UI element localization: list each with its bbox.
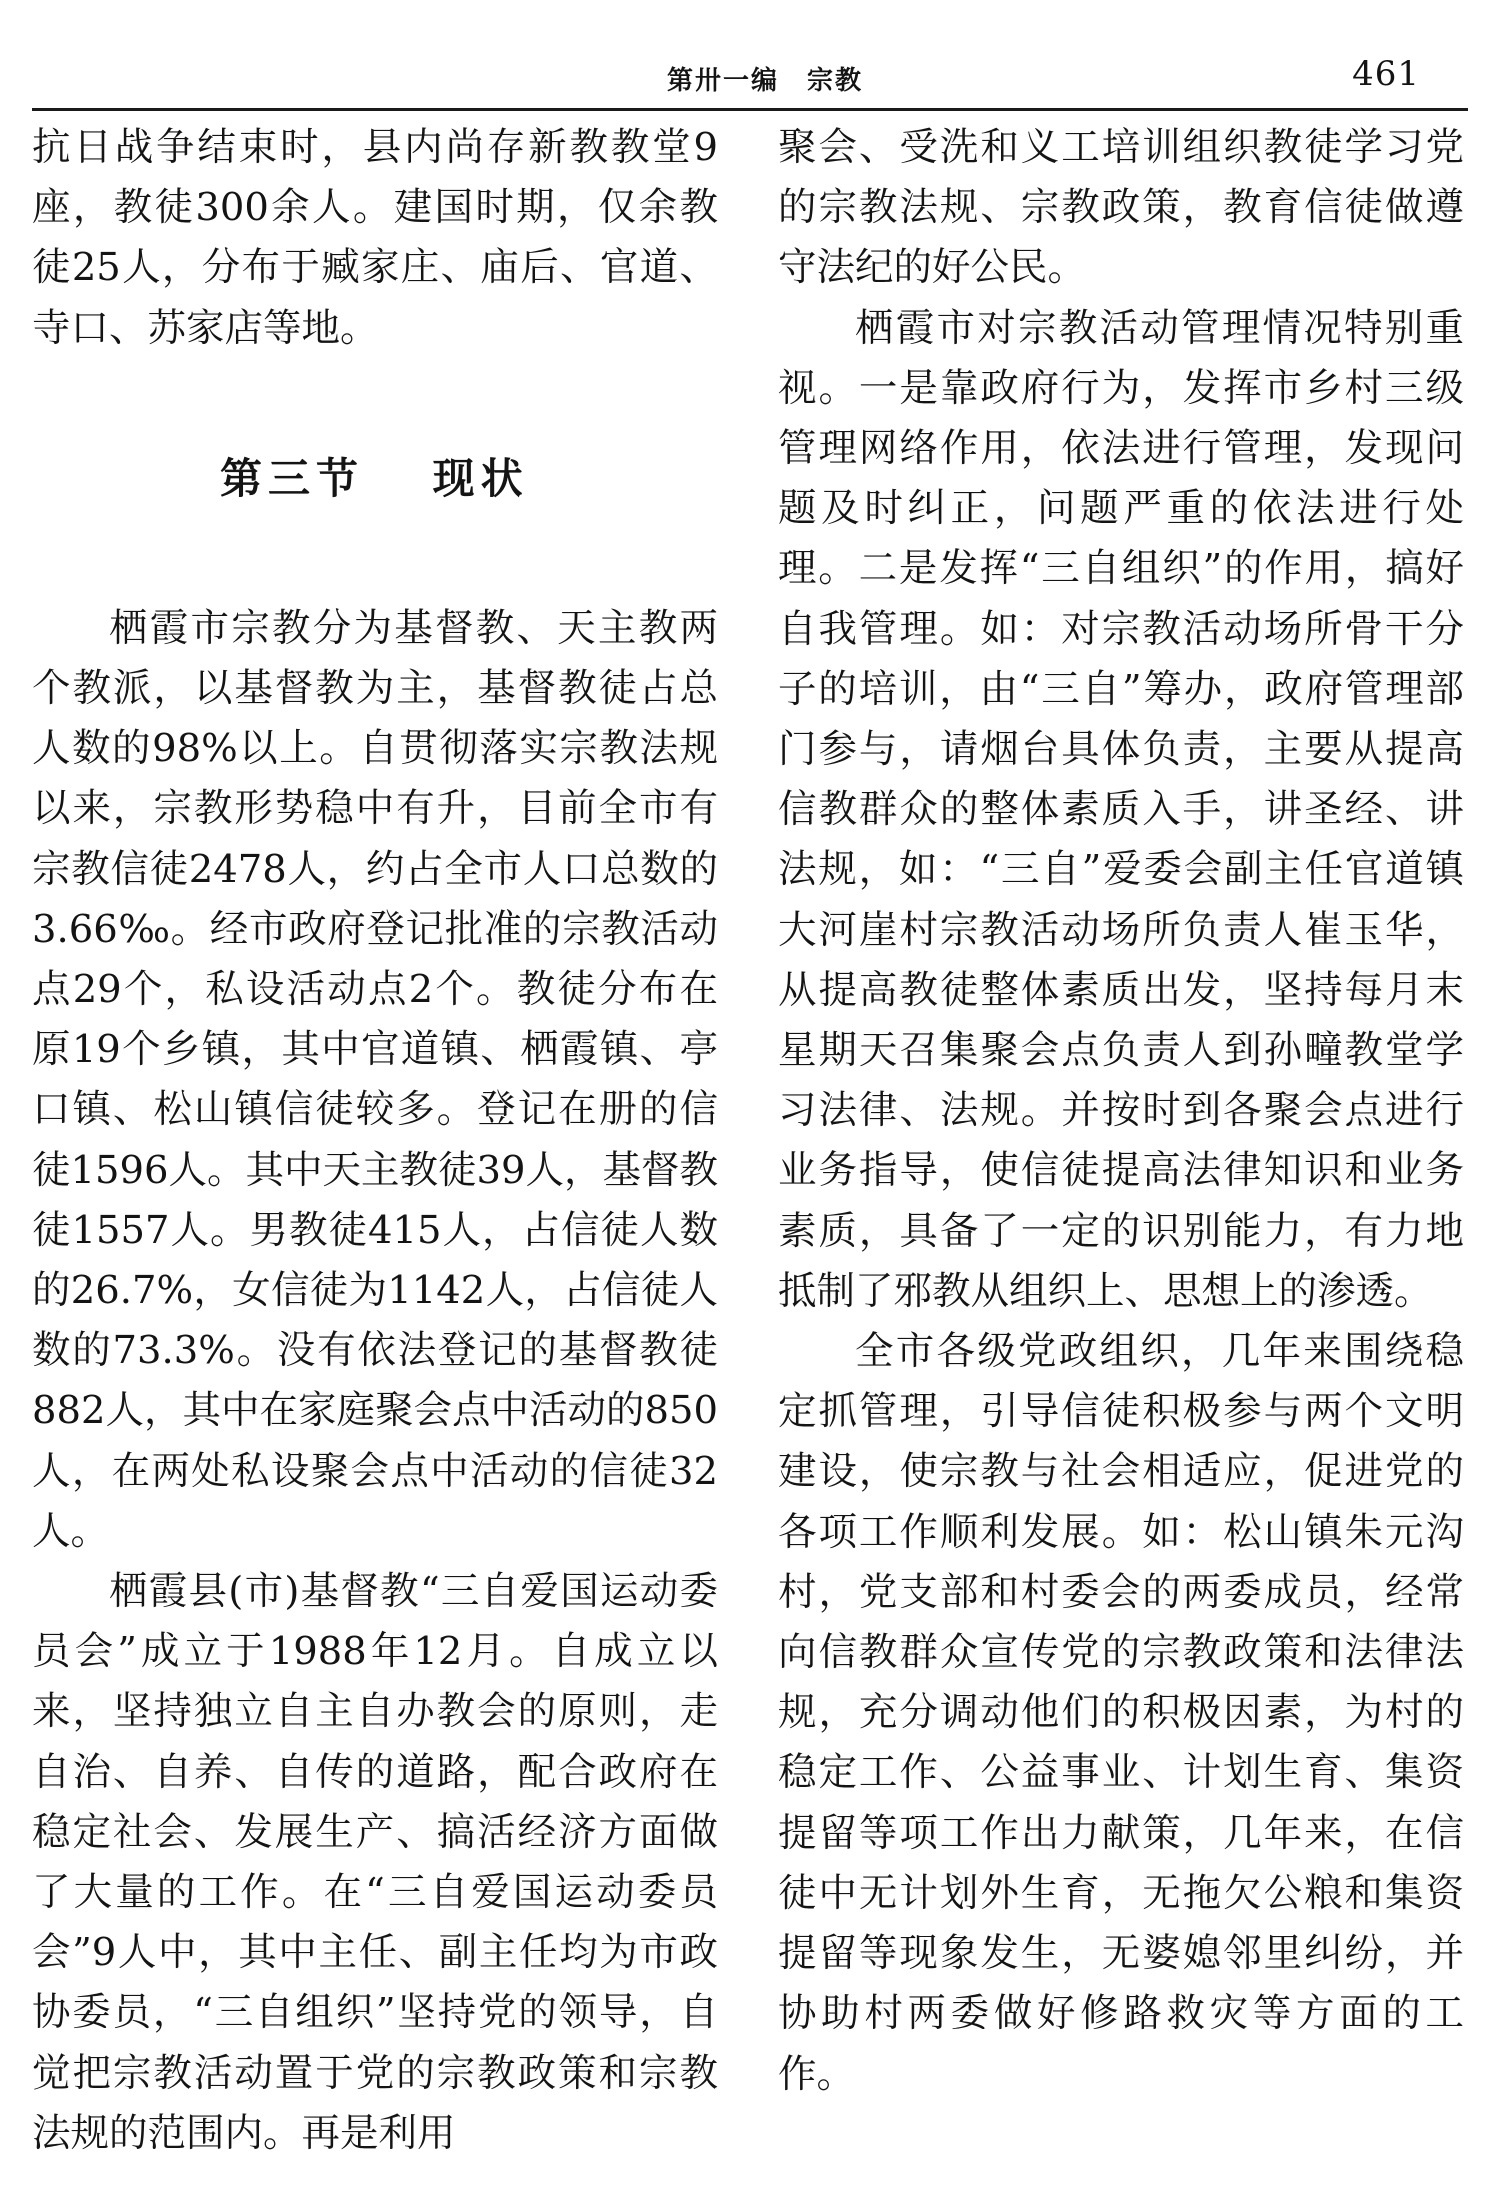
left-column	[32, 118, 718, 2164]
header-title: 第卅一编 宗教	[667, 66, 864, 96]
section-heading: 第三节 现状	[220, 453, 529, 503]
paragraph-right-2: 栖霞市对宗教活动管理情况特别重视。一是靠政府行为，发挥市乡村三级管理网络作用，依法进行管理，发现问题及时纠正，问题严重的依法进行处理。二是发挥“三自组织”的作用，搞好自我管理。如：对宗教活动场所骨干分子的培训，由“三自”筹办，政府管理部门参与，请烟台具体负责，主要从提高信教群众的整体素质入手，讲圣经、讲法规，如：“三自”爱委会副主任官道镇大河崖村宗教活动场所负责人崔玉华，从提高教徒整体素质出发，坚持每月末星期天召集聚会点负责人到孙疃教堂学习法律、法规。并按时到各聚会点进行业务指导，使信徒提高法律知识和业务素质，具备了一定的识别能力，有力地抵制了邪教从组织上、思想上的渗透。	[778, 305, 1464, 1314]
paragraph-right-3: 全市各级党政组织，几年来围绕稳定抓管理，引导信徒积极参与两个文明建设，使宗教与社会相适应，促进党的各项工作顺利发展。如：松山镇朱元沟村，党支部和村委会的两委成员，经常向信教群众宣传党的宗教政策和法律法规，充分调动他们的积极因素，为村的稳定工作、公益事业、计划生育、集资提留等项工作出力献策，几年来，在信徒中无计划外生育，无拖欠公粮和集资提留等现象发生，无婆媳邻里纠纷，并协助村两委做好修路救灾等方面的工作。	[778, 1329, 1464, 2097]
paragraph-left-3: 栖霞县(市)基督教“三自爱国运动委员会”成立于1988年12月。自成立以来，坚持独立自主自办教会的原则，走自治、自养、自传的道路，配合政府在稳定社会、发展生产、搞活经济方面做了大量的工作。在“三自爱国运动委员会”9人中，其中主任、副主任均为市政协委员，“三自组织”坚持党的领导，自觉把宗教活动置于党的宗教政策和宗教法规的范围内。再是利用	[32, 1569, 718, 2156]
paragraph-left-2: 栖霞市宗教分为基督教、天主教两个教派，以基督教为主，基督教徒占总人数的98%以上。自贯彻落实宗教法规以来，宗教形势稳中有升，目前全市有宗教信徒2478人，约占全市人口总数的3.66‰。经市政府登记批准的宗教活动点29个，私设活动点2个。教徒分布在原19个乡镇，其中官道镇、栖霞镇、亭口镇、松山镇信徒较多。登记在册的信徒1596人。其中天主教徒39人，基督教徒1557人。男教徒415人，占信徒人数的26.7%，女信徒为1142人，占信徒人数的73.3%。没有依法登记的基督教徒882人，其中在家庭聚会点中活动的850人，在两处私设聚会点中活动的信徒32人。	[32, 605, 718, 1554]
page-number: 461	[1352, 54, 1420, 94]
paragraph-right-1: 聚会、受洗和义工培训组织教徒学习党的宗教法规、宗教政策，教育信徒做遵守法纪的好公民。	[778, 125, 1464, 291]
right-column	[778, 118, 1464, 2105]
paragraph-left-1: 抗日战争结束时，县内尚存新教教堂9座，教徒300余人。建国时期，仅余教徒25人，分布于臧家庄、庙后、官道、寺口、苏家店等地。	[32, 125, 718, 351]
running-header	[32, 44, 1468, 111]
